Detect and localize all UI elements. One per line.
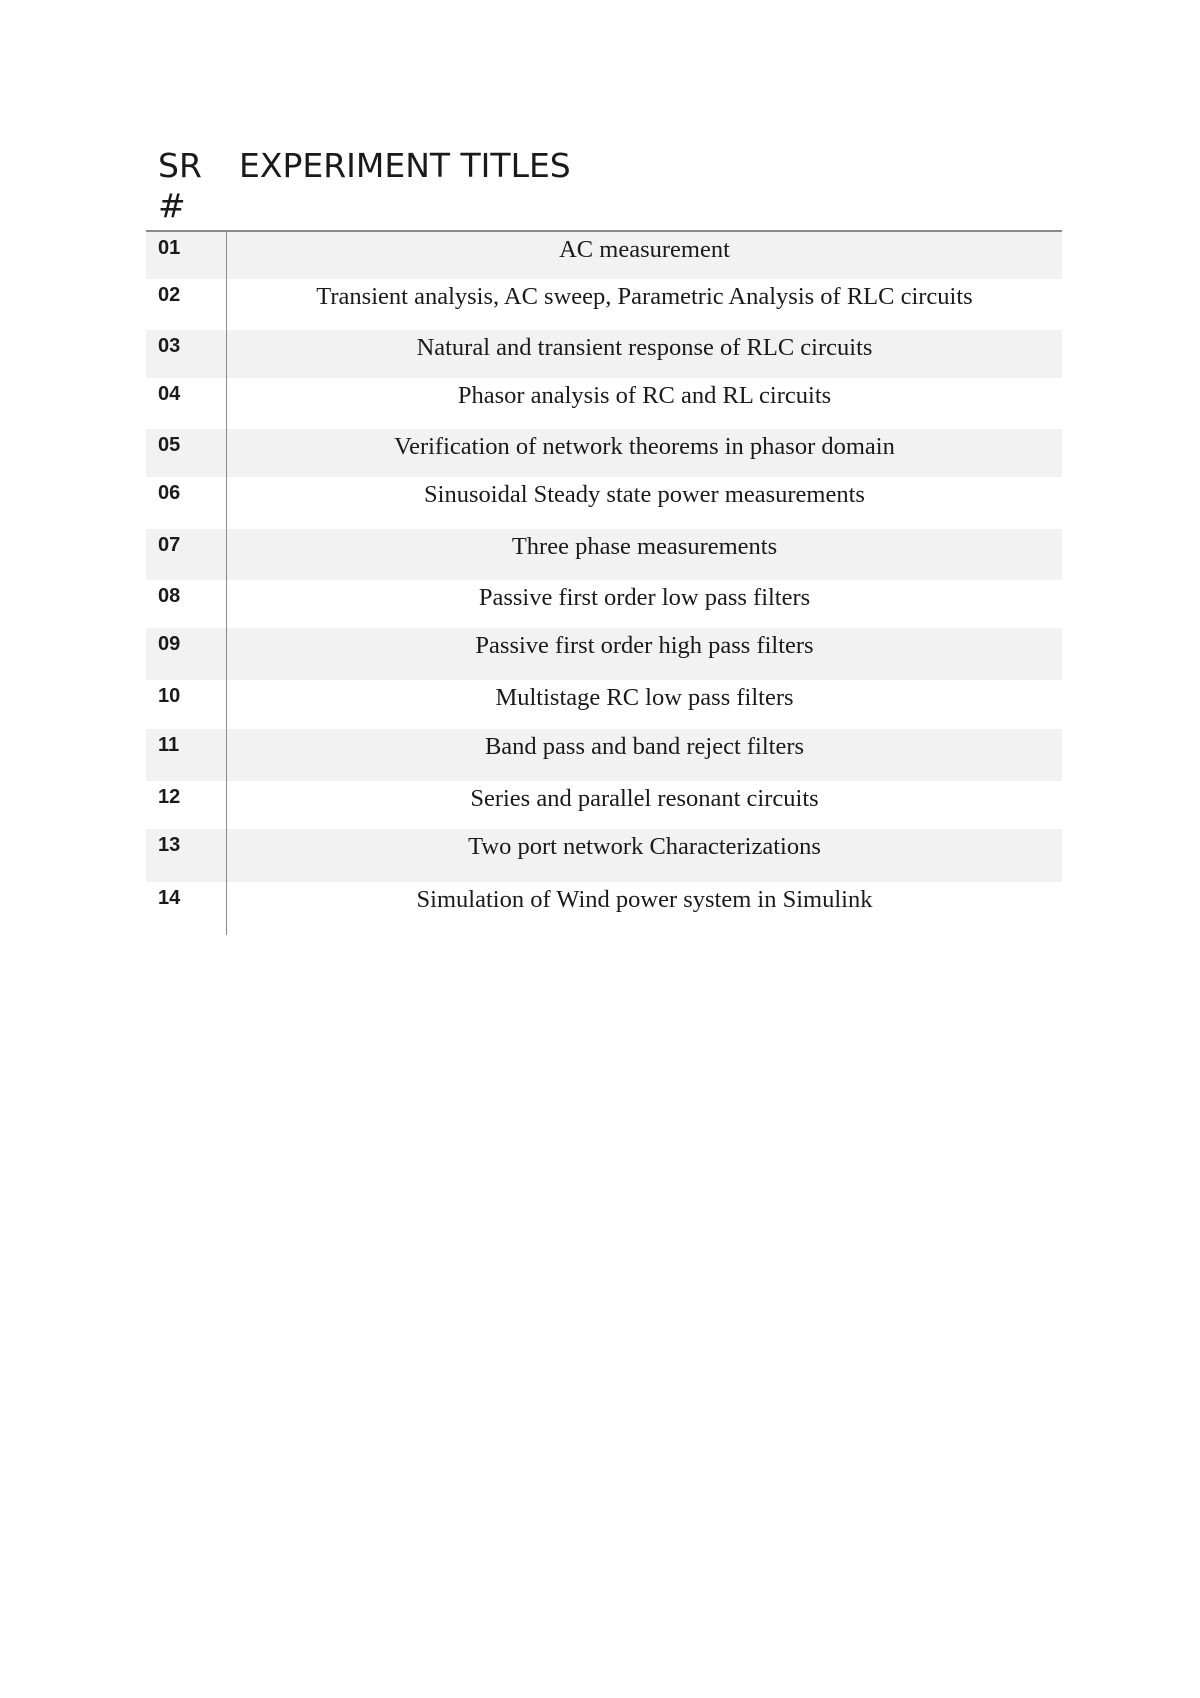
row-number: 08 [146,580,227,628]
table-row [146,279,1062,330]
row-title: Multistage RC low pass filters [495,684,794,711]
experiments-table [146,142,1062,935]
experiment-titles-header: EXPERIMENT TITLES [239,146,571,185]
row-number: 01 [146,232,227,279]
row-title: Passive first order high pass filters [475,632,814,659]
row-number: 02 [146,279,227,330]
row-number: 12 [146,781,227,829]
row-title: Three phase measurements [511,533,778,560]
row-title: Phasor analysis of RC and RL circuits [457,382,832,409]
sr-number-header: SR # [158,146,202,225]
row-number: 10 [146,680,227,729]
row-number: 09 [146,628,227,680]
row-number: 04 [146,378,227,429]
table-row [146,829,1062,882]
table-row [146,232,1062,279]
table-header [146,142,1062,232]
table-row [146,628,1062,680]
row-number: 03 [146,330,227,378]
row-title: Verification of network theorems in phasor domain [394,433,895,460]
row-number: 06 [146,477,227,529]
table-body [146,232,1062,935]
row-number: 05 [146,429,227,477]
row-title: Passive first order low pass filters [478,584,811,611]
table-row [146,378,1062,429]
row-title: Sinusoidal Steady state power measurements [424,481,865,508]
row-title: Natural and transient response of RLC circuits [416,334,873,361]
row-title: Series and parallel resonant circuits [470,785,819,812]
row-title: Two port network Characterizations [468,833,821,860]
table-row [146,882,1062,935]
row-number: 13 [146,829,227,882]
row-number: 14 [146,882,227,935]
row-title: Band pass and band reject filters [484,733,805,760]
row-title: Transient analysis, AC sweep, Parametric Analysis of RLC circuits [316,283,973,310]
row-title: Simulation of Wind power system in Simulink [416,886,873,913]
table-row [146,781,1062,829]
table-row [146,477,1062,529]
table-row [146,580,1062,628]
table-row [146,529,1062,580]
table-row [146,729,1062,781]
table-row [146,330,1062,378]
row-number: 11 [146,729,227,781]
table-row [146,429,1062,477]
row-number: 07 [146,529,227,580]
row-title: AC measurement [559,236,730,263]
table-row [146,680,1062,729]
